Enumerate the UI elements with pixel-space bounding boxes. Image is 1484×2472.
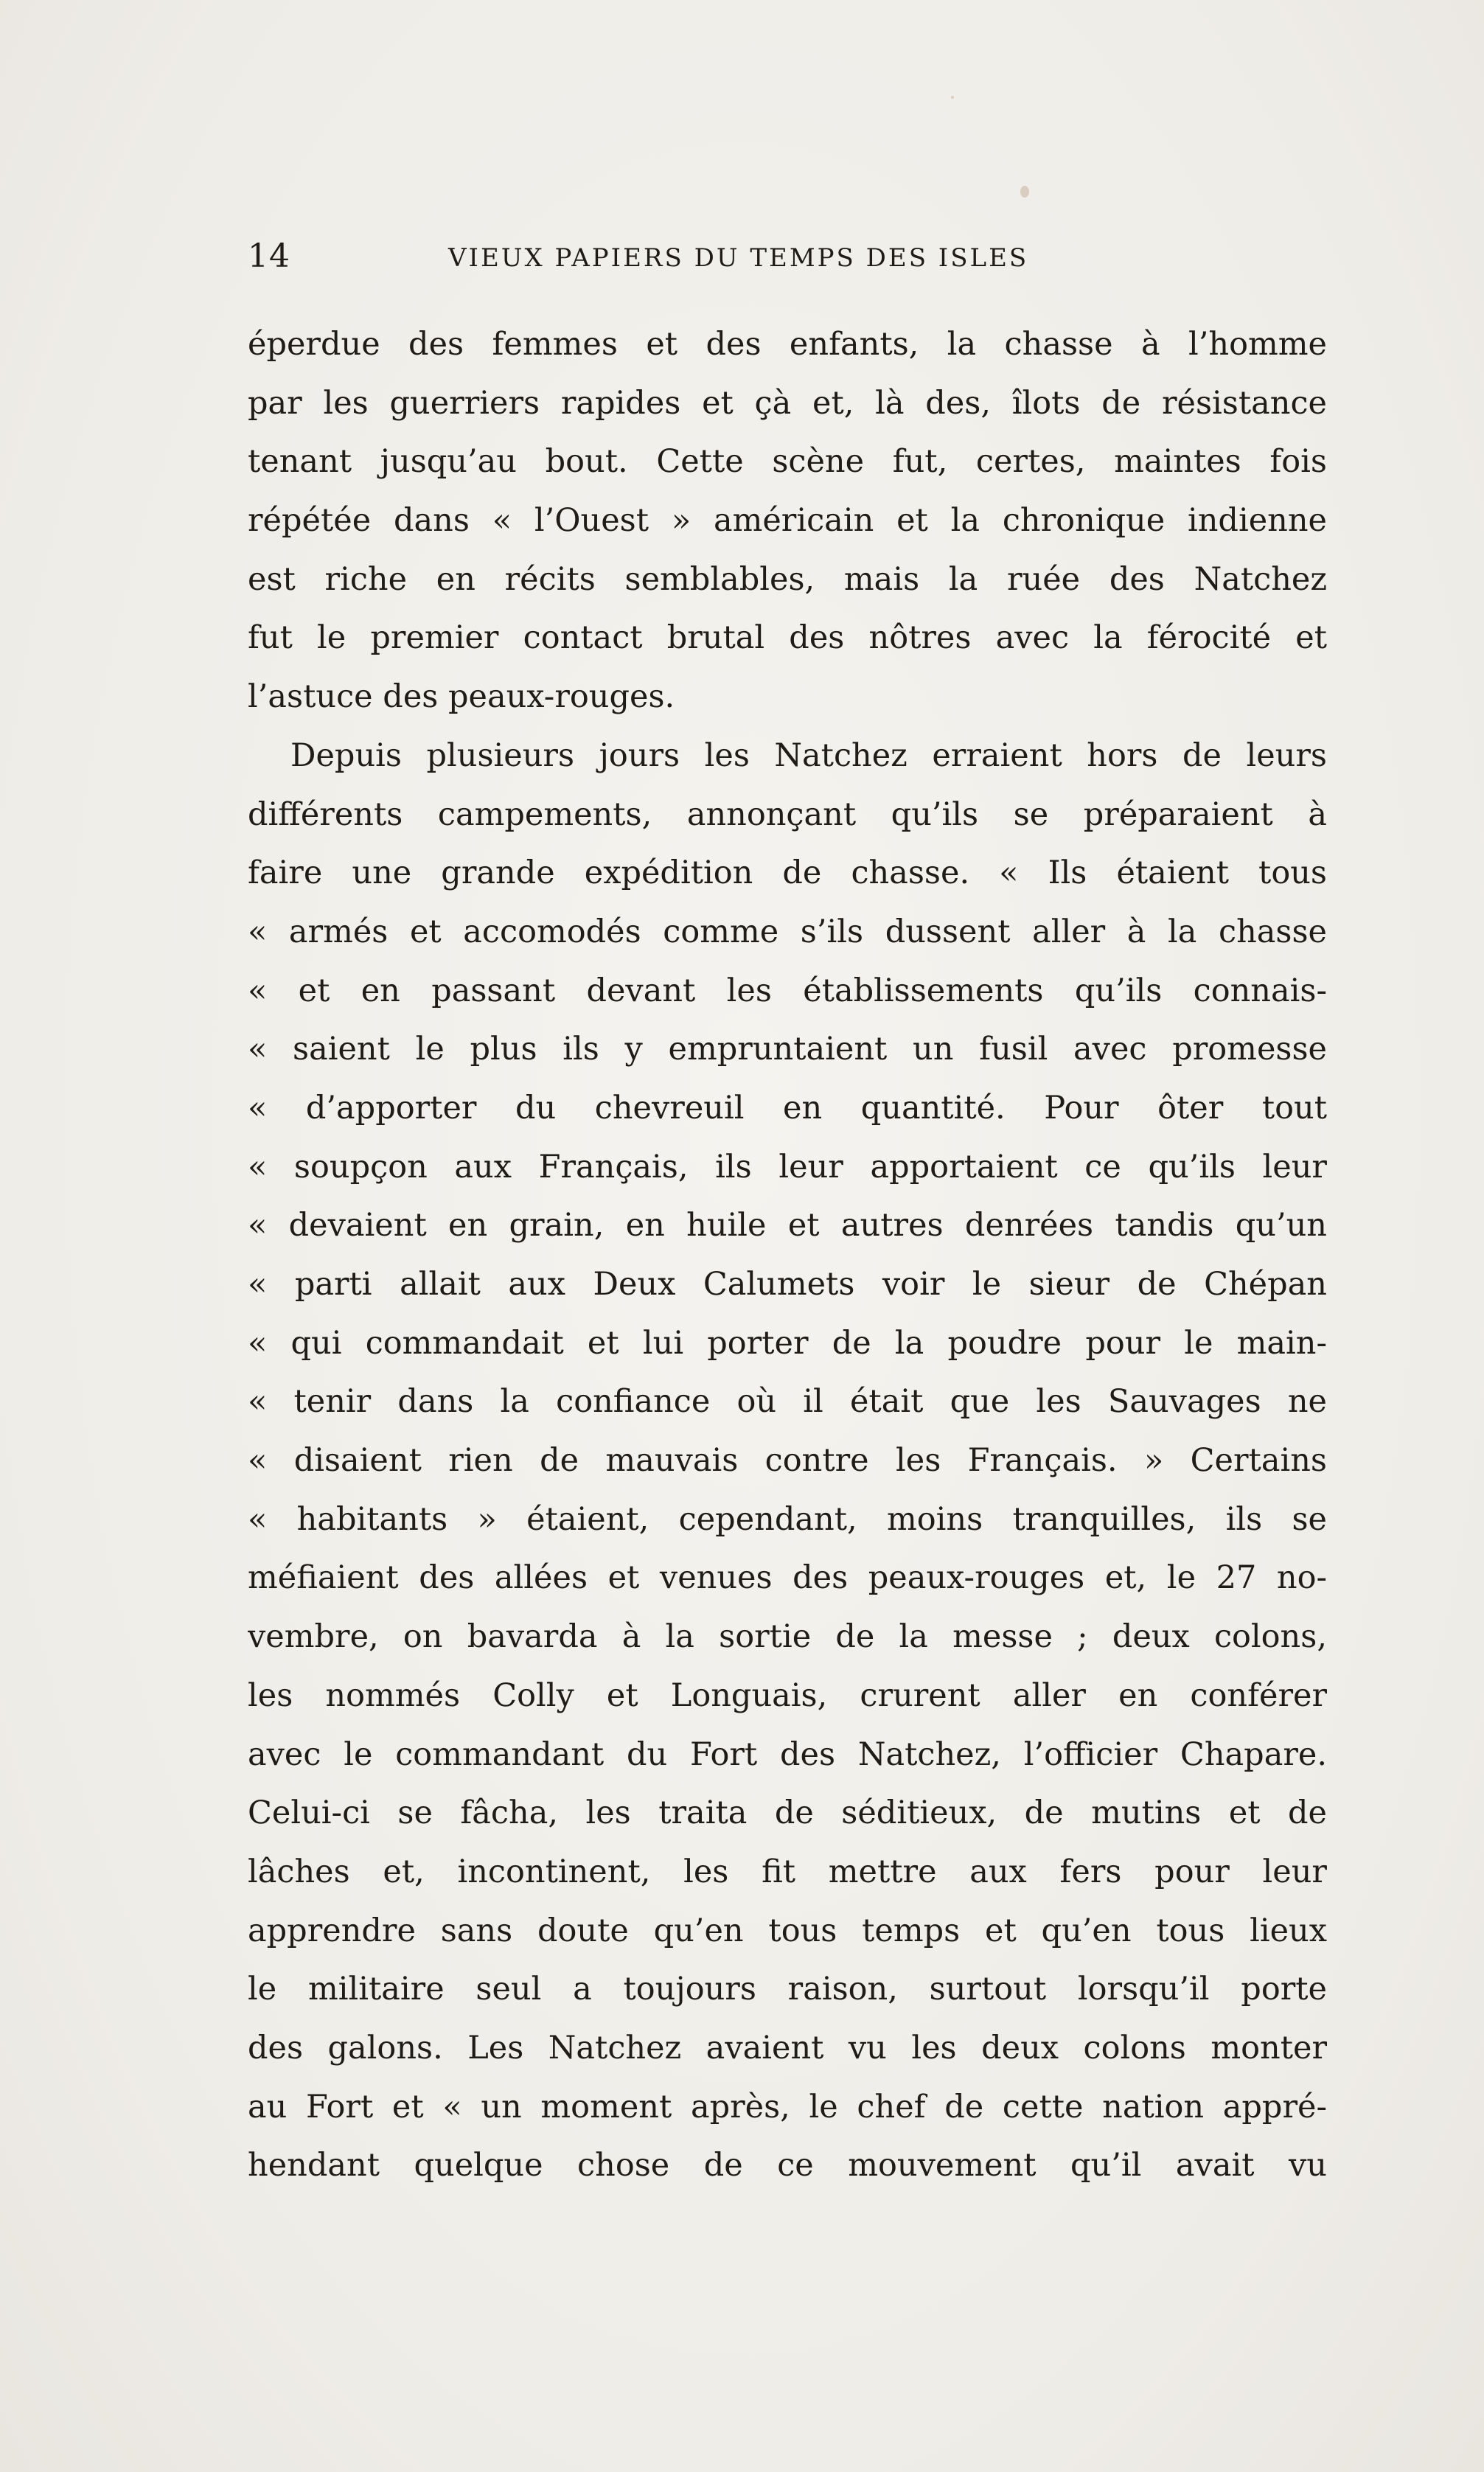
quoted-line: « saient le plus ils y empruntaient un fusil avec promesse	[248, 1031, 1327, 1068]
paper-speck	[951, 96, 954, 99]
text-line: fut le premier contact brutal des nôtres avec la férocité et	[248, 619, 1327, 657]
text-line: faire une grande expédition de chasse. « Ils étaient tous	[248, 854, 1327, 892]
quoted-line: « armés et accomodés comme s’ils dussent aller à la chasse	[248, 913, 1327, 950]
text-line: par les guerriers rapides et çà et, là des, îlots de résistance	[248, 384, 1327, 422]
quoted-line: « tenir dans la confiance où il était que les Sauvages ne	[248, 1383, 1327, 1421]
page-number: 14	[248, 237, 290, 275]
text-line: vembre, on bavarda à la sortie de la messe ; deux colons,	[248, 1618, 1327, 1656]
paper-speck	[1020, 186, 1029, 198]
text-line: hendant quelque chose de ce mouvement qu’il avait vu	[248, 2147, 1327, 2184]
text-line: au Fort et « un moment après, le chef de cette nation appré-	[248, 2088, 1327, 2125]
text-line: lâches et, incontinent, les fit mettre aux fers pour leur	[248, 1853, 1327, 1890]
quoted-line: « d’apporter du chevreuil en quantité. Pour ôter tout	[248, 1089, 1327, 1127]
text-line: tenant jusqu’au bout. Cette scène fut, certes, maintes fois	[248, 443, 1327, 481]
text-line: des galons. Les Natchez avaient vu les deux colons monter	[248, 2029, 1327, 2067]
quoted-line: « qui commandait et lui porter de la poudre pour le main-	[248, 1324, 1327, 1362]
paragraph-end-line: l’astuce des peaux-rouges.	[248, 678, 675, 716]
running-title: VIEUX PAPIERS DU TEMPS DES ISLES	[448, 243, 1029, 273]
paragraph-start-line: Depuis plusieurs jours les Natchez erraient hors de leurs	[290, 737, 1327, 774]
text-line: est riche en récits semblables, mais la ruée des Natchez	[248, 560, 1327, 598]
quoted-line: « parti allait aux Deux Calumets voir le sieur de Chépan	[248, 1266, 1327, 1303]
quoted-line: « devaient en grain, en huile et autres denrées tandis qu’un	[248, 1207, 1327, 1244]
text-line: répétée dans « l’Ouest » américain et la chronique indienne	[248, 502, 1327, 540]
text-line: différents campements, annonçant qu’ils se préparaient à	[248, 795, 1327, 833]
text-line: éperdue des femmes et des enfants, la chasse à l’homme	[248, 326, 1327, 363]
quoted-line: « et en passant devant les établissements qu’ils connais-	[248, 972, 1327, 1009]
body-text	[248, 316, 1327, 2196]
running-head	[248, 237, 1339, 282]
text-line: « habitants » étaient, cependant, moins tranquilles, ils se	[248, 1500, 1327, 1538]
quoted-line: « disaient rien de mauvais contre les Français. » Certains	[248, 1442, 1327, 1480]
text-line: méfiaient des allées et venues des peaux-rouges et, le 27 no-	[248, 1559, 1327, 1597]
text-line: le militaire seul a toujours raison, surtout lorsqu’il porte	[248, 1971, 1327, 2008]
text-line: avec le commandant du Fort des Natchez, l’officier Chapare.	[248, 1735, 1327, 1773]
text-line: apprendre sans doute qu’en tous temps et qu’en tous lieux	[248, 1912, 1327, 1949]
quoted-line: « soupçon aux Français, ils leur apportaient ce qu’ils leur	[248, 1148, 1327, 1185]
text-line: les nommés Colly et Longuais, crurent aller en conférer	[248, 1677, 1327, 1714]
text-line: Celui-ci se fâcha, les traita de séditieux, de mutins et de	[248, 1794, 1327, 1832]
